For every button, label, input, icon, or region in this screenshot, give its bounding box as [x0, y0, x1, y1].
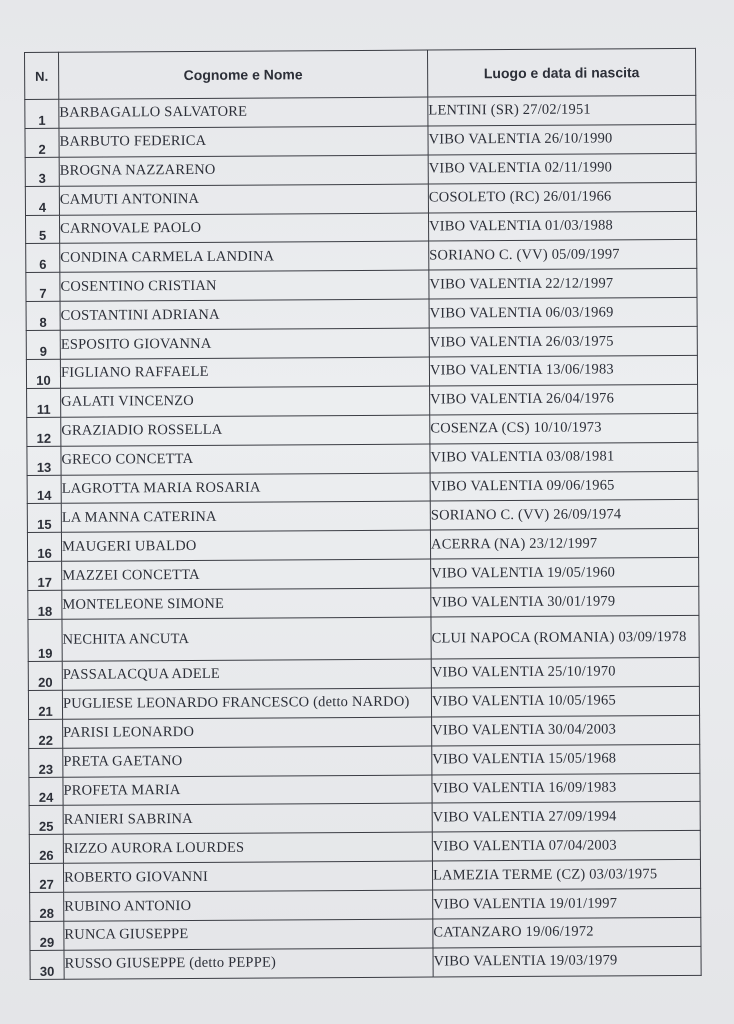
row-name: GRAZIADIO ROSSELLA [61, 415, 430, 446]
row-number: 13 [27, 446, 61, 475]
row-number: 28 [30, 892, 64, 921]
row-name: PROFETA MARIA [63, 775, 432, 806]
row-number: 7 [26, 273, 60, 302]
row-birth: VIBO VALENTIA 26/10/1990 [428, 124, 696, 155]
table-row [28, 686, 699, 719]
row-birth: VIBO VALENTIA 06/03/1969 [429, 298, 697, 329]
row-number: 25 [29, 806, 63, 835]
row-name: BARBAGALLO SALVATORE [59, 97, 428, 128]
row-name: RIZZO AURORA LOURDES [63, 832, 432, 863]
row-number: 18 [28, 590, 62, 619]
row-name: LAGROTTA MARIA ROSARIA [61, 473, 430, 504]
row-number: 4 [25, 186, 59, 215]
row-birth: SORIANO C. (VV) 26/09/1974 [430, 500, 698, 531]
table-row [27, 471, 698, 504]
row-birth: VIBO VALENTIA 26/04/1976 [430, 384, 698, 415]
row-birth: VIBO VALENTIA 19/05/1960 [431, 558, 699, 589]
table-row [28, 657, 699, 690]
row-name: GALATI VINCENZO [61, 386, 430, 417]
row-number: 20 [28, 661, 62, 690]
row-number: 30 [30, 950, 64, 979]
row-name: PASSALACQUA ADELE [62, 659, 431, 690]
row-birth: ACERRA (NA) 23/12/1997 [430, 529, 698, 560]
row-number: 8 [26, 302, 60, 331]
table-row [27, 384, 698, 417]
row-birth: VIBO VALENTIA 07/04/2003 [432, 831, 700, 862]
row-number: 24 [29, 777, 63, 806]
row-birth: VIBO VALENTIA 09/06/1965 [430, 471, 698, 502]
row-birth: VIBO VALENTIA 01/03/1988 [428, 211, 696, 242]
row-name: CAMUTI ANTONINA [59, 184, 428, 215]
row-birth: VIBO VALENTIA 26/03/1975 [429, 327, 697, 358]
table-row [26, 269, 697, 302]
table-row [27, 529, 698, 562]
row-number: 26 [29, 835, 63, 864]
row-number: 19 [28, 619, 62, 661]
table-row [29, 744, 700, 777]
table-row [26, 298, 697, 331]
header-name: Cognome e Nome [59, 50, 428, 99]
table-row [27, 500, 698, 533]
row-birth: VIBO VALENTIA 19/01/1997 [433, 889, 701, 920]
row-name: ROBERTO GIOVANNI [63, 861, 432, 892]
row-number: 5 [25, 215, 59, 244]
row-birth: VIBO VALENTIA 25/10/1970 [431, 657, 699, 688]
row-name: NECHITA ANCUTA [62, 617, 431, 661]
row-birth: VIBO VALENTIA 10/05/1965 [431, 686, 699, 717]
row-name: RUNCA GIUSEPPE [64, 919, 433, 950]
table-row [28, 615, 699, 661]
row-number: 14 [27, 475, 61, 504]
row-number: 27 [29, 864, 63, 893]
table-row [29, 715, 700, 748]
table-row [25, 153, 696, 186]
row-number: 12 [27, 417, 61, 446]
row-birth: VIBO VALENTIA 19/03/1979 [433, 946, 701, 977]
row-birth: CATANZARO 19/06/1972 [433, 917, 701, 948]
row-number: 3 [25, 157, 59, 186]
row-birth: VIBO VALENTIA 03/08/1981 [430, 442, 698, 473]
row-number: 29 [30, 921, 64, 950]
row-name: MAZZEI CONCETTA [62, 559, 431, 590]
table-row [25, 182, 696, 215]
row-birth: VIBO VALENTIA 02/11/1990 [428, 153, 696, 184]
row-number: 6 [26, 244, 60, 273]
row-name: COSTANTINI ADRIANA [60, 299, 429, 330]
table-row [26, 240, 697, 273]
table-row [30, 889, 701, 922]
row-name: BARBUTO FEDERICA [59, 126, 428, 157]
row-name: PUGLIESE LEONARDO FRANCESCO (detto NARDO) [62, 688, 431, 719]
row-number: 9 [26, 330, 60, 359]
row-name: LA MANNA CATERINA [61, 501, 430, 532]
row-number: 16 [27, 533, 61, 562]
row-number: 17 [28, 562, 62, 591]
row-number: 10 [26, 359, 60, 388]
people-table [24, 48, 702, 980]
table-row [29, 773, 700, 806]
row-name: RANIERI SABRINA [63, 804, 432, 835]
row-birth: VIBO VALENTIA 13/06/1983 [429, 355, 697, 386]
row-number: 23 [29, 748, 63, 777]
table-row [27, 413, 698, 446]
table-row [26, 327, 697, 360]
table-row [30, 917, 701, 950]
row-name: RUBINO ANTONIO [64, 890, 433, 921]
table-row [29, 802, 700, 835]
row-number: 1 [25, 99, 59, 128]
table-body [25, 95, 701, 979]
row-birth: CLUI NAPOCA (ROMANIA) 03/09/1978 [431, 615, 699, 659]
row-name: PRETA GAETANO [63, 746, 432, 777]
row-name: COSENTINO CRISTIAN [60, 270, 429, 301]
row-birth: LENTINI (SR) 27/02/1951 [428, 95, 696, 126]
row-name: MONTELEONE SIMONE [62, 588, 431, 619]
table-row [27, 442, 698, 475]
row-name: PARISI LEONARDO [63, 717, 432, 748]
table-row [28, 558, 699, 591]
table-header-row [25, 48, 696, 99]
table-row [26, 355, 697, 388]
table-row [30, 946, 701, 979]
table-row [25, 211, 696, 244]
row-number: 21 [28, 690, 62, 719]
row-birth: VIBO VALENTIA 15/05/1968 [432, 744, 700, 775]
row-name: FIGLIANO RAFFAELE [60, 357, 429, 388]
row-name: MAUGERI UBALDO [61, 530, 430, 561]
row-name: ESPOSITO GIOVANNA [60, 328, 429, 359]
row-name: BROGNA NAZZARENO [59, 155, 428, 186]
table-row [28, 587, 699, 620]
row-name: CONDINA CARMELA LANDINA [60, 241, 429, 272]
table-row [29, 860, 700, 893]
row-birth: VIBO VALENTIA 22/12/1997 [429, 269, 697, 300]
row-birth: VIBO VALENTIA 16/09/1983 [432, 773, 700, 804]
row-number: 2 [25, 128, 59, 157]
row-birth: VIBO VALENTIA 30/04/2003 [432, 715, 700, 746]
row-name: RUSSO GIUSEPPE (detto PEPPE) [64, 948, 433, 979]
row-number: 22 [29, 719, 63, 748]
row-name: GRECO CONCETTA [61, 444, 430, 475]
row-number: 11 [27, 388, 61, 417]
header-number: N. [25, 52, 59, 99]
table-row [25, 124, 696, 157]
row-name: CARNOVALE PAOLO [59, 213, 428, 244]
row-birth: VIBO VALENTIA 30/01/1979 [431, 587, 699, 618]
table-row [25, 95, 696, 128]
row-birth: SORIANO C. (VV) 05/09/1997 [429, 240, 697, 271]
row-birth: VIBO VALENTIA 27/09/1994 [432, 802, 700, 833]
row-birth: COSENZA (CS) 10/10/1973 [430, 413, 698, 444]
row-birth: LAMEZIA TERME (CZ) 03/03/1975 [432, 860, 700, 891]
row-birth: COSOLETO (RC) 26/01/1966 [428, 182, 696, 213]
row-number: 15 [27, 504, 61, 533]
table-row [29, 831, 700, 864]
header-birth: Luogo e data di nascita [427, 48, 695, 97]
